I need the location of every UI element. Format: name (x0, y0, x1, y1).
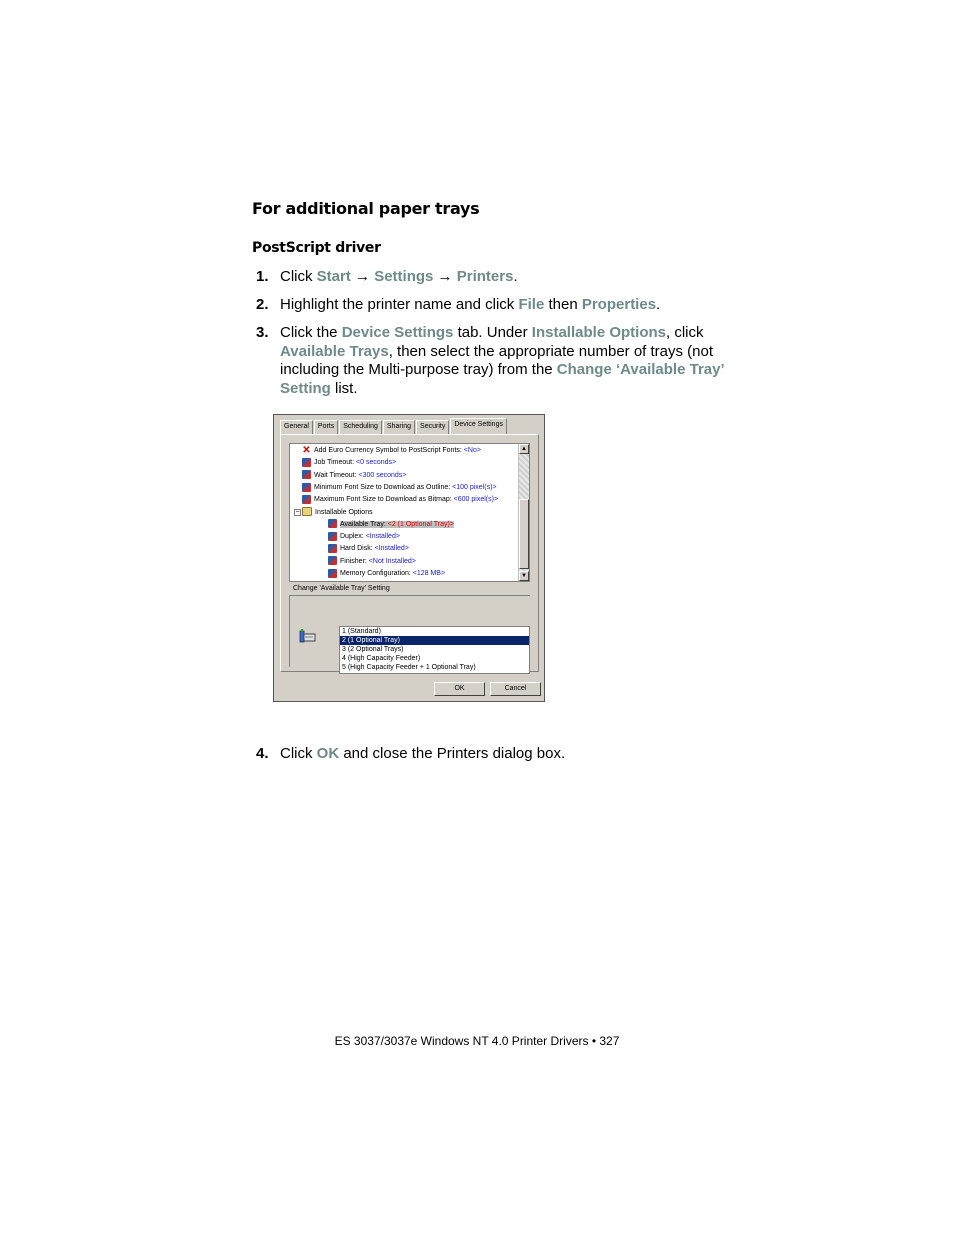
tree-item[interactable] (328, 568, 445, 580)
step-text-fragment: → (350, 268, 375, 285)
step-text-fragment: Click (280, 745, 317, 762)
step-number: 3. (256, 324, 269, 341)
tab-device-settings[interactable]: Device Settings (450, 418, 507, 434)
tree-item[interactable] (328, 556, 416, 568)
tree-item-label: Memory Configuration: (340, 570, 413, 577)
tree-item-value: <0 seconds> (356, 459, 397, 467)
step-text (280, 268, 726, 287)
tree-item[interactable] (302, 482, 496, 494)
step-text-fragment: Highlight the printer name and click (280, 296, 519, 313)
ui-term: OK (316, 745, 340, 762)
tree-item[interactable] (328, 519, 454, 531)
step-text-fragment: list. (330, 379, 358, 397)
folder-icon (302, 507, 312, 516)
setting-icon (302, 470, 311, 479)
setting-icon (328, 569, 337, 578)
ui-term: File (518, 296, 545, 313)
step-text-fragment: and close the Printers dialog box. (339, 745, 566, 762)
tree-item[interactable] (328, 531, 400, 543)
change-setting-label: Change 'Available Tray' Setting (293, 585, 390, 592)
step-number: 2. (256, 296, 269, 313)
ui-term: Change ‘Available Tray’ Setting (280, 361, 724, 397)
scroll-thumb[interactable] (519, 499, 529, 569)
step-number: 4. (256, 745, 269, 762)
tree-item-label: Job Timeout: (314, 459, 357, 467)
ui-term: Settings (374, 268, 434, 285)
printer-properties-dialog (273, 414, 545, 702)
disabled-x-icon: ✕ (302, 444, 311, 456)
step-text (280, 745, 726, 764)
cancel-button[interactable]: Cancel (490, 682, 541, 696)
step-number: 1. (256, 268, 269, 285)
setting-icon (328, 532, 337, 541)
tree-item-value: <128 MB> (412, 570, 446, 577)
tree-item-value: <Not Installed> (368, 557, 416, 565)
step-1 (256, 268, 726, 287)
tree-item-value: <No> (463, 447, 481, 454)
setting-icon (302, 495, 311, 504)
ui-term: Device Settings (341, 324, 454, 341)
tray-options-list[interactable] (339, 626, 530, 674)
tab-strip (280, 420, 508, 435)
tab-sharing[interactable]: Sharing (383, 420, 415, 434)
tree-item-label: Hard Disk: (340, 545, 375, 553)
step-3 (256, 324, 726, 398)
tray-option[interactable]: 1 (Standard) (342, 628, 381, 635)
step-text-fragment: . (513, 268, 518, 285)
ui-term: Properties (581, 296, 657, 313)
tree-item-label: Wait Timeout: (314, 471, 359, 479)
setting-icon (302, 458, 311, 467)
ok-button[interactable]: OK (434, 682, 485, 696)
tree-item-value: <Installed> (374, 545, 409, 553)
tree-item[interactable] (302, 507, 373, 519)
tray-option[interactable]: 5 (High Capacity Feeder + 1 Optional Tray) (342, 664, 476, 671)
tray-option[interactable]: 3 (2 Optional Trays) (342, 646, 404, 653)
subsection-heading: PostScript driver (252, 240, 381, 256)
scroll-up-icon[interactable]: ▲ (519, 444, 529, 454)
step-text (280, 296, 726, 315)
tree-item-label: Installable Options (315, 508, 373, 516)
tree-item[interactable] (302, 457, 396, 469)
step-text-fragment: tab. Under (453, 324, 532, 341)
tree-item[interactable] (328, 543, 409, 555)
step-text-fragment: then (544, 296, 582, 313)
ui-term: Installable Options (531, 324, 666, 341)
step-4 (256, 745, 726, 764)
tray-option[interactable]: 2 (1 Optional Tray) (340, 636, 529, 645)
tray-option[interactable]: 4 (High Capacity Feeder) (342, 655, 421, 662)
tree-item[interactable] (302, 470, 406, 482)
setting-icon (328, 544, 337, 553)
tree-item-label: Maximum Font Size to Download as Bitmap: (314, 496, 454, 504)
setting-icon (328, 519, 337, 528)
tab-ports[interactable]: Ports (314, 420, 338, 434)
tree-item-label: Finisher: (340, 557, 369, 565)
tree-item-value: <300 seconds> (358, 471, 407, 479)
paper-tray-icon (299, 628, 317, 644)
device-settings-panel (280, 434, 539, 672)
collapse-icon[interactable]: − (295, 509, 300, 516)
tab-security[interactable]: Security (416, 420, 449, 434)
step-text-fragment: Click (280, 268, 317, 285)
tree-item-label: Add Euro Currency Symbol to PostScript Fonts: (314, 447, 464, 454)
setting-icon (302, 483, 311, 492)
ui-term: Available Trays (280, 342, 389, 360)
tab-general[interactable]: General (280, 420, 313, 434)
step-text-fragment: , click (665, 324, 704, 341)
tab-scheduling[interactable]: Scheduling (339, 420, 382, 434)
ui-term: Start (316, 268, 351, 285)
setting-icon (328, 556, 337, 565)
scroll-down-icon[interactable]: ▼ (519, 571, 529, 581)
section-heading: For additional paper trays (252, 199, 480, 218)
step-text-fragment: Click the (280, 324, 342, 341)
step-2 (256, 296, 726, 315)
step-text-fragment: . (656, 296, 661, 313)
step-text-fragment: , then select the appropriate number of trays (not including the Multi-purpose tray) from the (280, 342, 714, 378)
tree-item[interactable] (302, 445, 481, 457)
settings-tree[interactable] (289, 443, 530, 582)
tree-scrollbar[interactable] (518, 444, 529, 581)
tree-item-value: <Installed> (365, 533, 400, 541)
tree-item-value: <600 pixel(s)> (453, 496, 499, 504)
step-text (280, 324, 726, 398)
page-footer: ES 3037/3037e Windows NT 4.0 Printer Drivers • 327 (334, 1034, 620, 1048)
step-text-fragment: → (433, 268, 457, 285)
tree-item-label: Available Tray: (340, 520, 388, 528)
tree-item-label: Duplex: (340, 533, 366, 541)
tree-item-value: <100 pixel(s)> (452, 483, 497, 491)
tree-item-value: <2 (1 Optional Tray)> (387, 520, 454, 528)
tree-item-label: Minimum Font Size to Download as Outline: (314, 483, 453, 491)
tree-item[interactable] (302, 494, 498, 506)
ui-term: Printers (456, 268, 514, 285)
